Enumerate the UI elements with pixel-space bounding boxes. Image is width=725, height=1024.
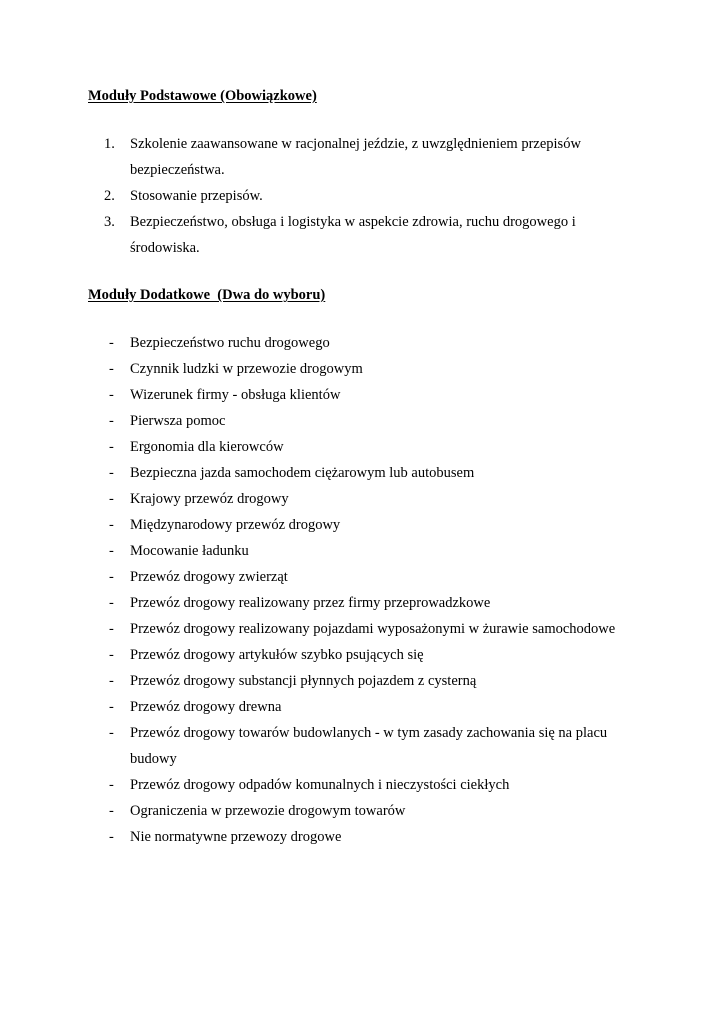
list-item-text: Międzynarodowy przewóz drogowy bbox=[130, 517, 341, 533]
list-item-text: Przewóz drogowy zwierząt bbox=[130, 569, 288, 585]
list-item-text: Czynnik ludzki w przewozie drogowym bbox=[130, 361, 363, 377]
list-item-dash: - bbox=[109, 439, 114, 455]
list-item-text: Przewóz drogowy odpadów komunalnych i nieczystości ciekłych bbox=[130, 777, 510, 793]
heading-additional-modules: Moduły Dodatkowe (Dwa do wyboru) bbox=[88, 287, 326, 303]
list-item-text: Przewóz drogowy realizowany przez firmy przeprowadzkowe bbox=[130, 595, 491, 611]
list-item bbox=[104, 209, 610, 261]
list-item bbox=[104, 183, 610, 209]
list-item bbox=[109, 642, 630, 668]
list-item-dash: - bbox=[109, 595, 114, 611]
list-item bbox=[109, 434, 630, 460]
list-item-text: Wizerunek firmy - obsługa klientów bbox=[130, 387, 341, 403]
list-item-dash: - bbox=[109, 387, 114, 403]
list-item-text: Bezpieczna jazda samochodem ciężarowym lub autobusem bbox=[130, 465, 475, 481]
list-item bbox=[109, 824, 630, 850]
list-item-text: Ergonomia dla kierowców bbox=[130, 439, 284, 455]
list-item bbox=[109, 720, 630, 772]
list-item-dash: - bbox=[109, 413, 114, 429]
list-item bbox=[109, 512, 630, 538]
list-item bbox=[109, 460, 630, 486]
list-item-number: 1. bbox=[104, 136, 115, 152]
list-item-text: Bezpieczeństwo, obsługa i logistyka w aspekcie zdrowia, ruchu drogowego i środowiska. bbox=[130, 214, 576, 256]
list-item bbox=[109, 538, 630, 564]
list-item-dash: - bbox=[109, 335, 114, 351]
list-item-dash: - bbox=[109, 517, 114, 533]
list-item-text: Przewóz drogowy realizowany pojazdami wyposażonymi w żurawie samochodowe bbox=[130, 621, 616, 637]
list-item-text: Ograniczenia w przewozie drogowym towarów bbox=[130, 803, 406, 819]
list-item-text: Przewóz drogowy towarów budowlanych - w tym zasady zachowania się na placu budowy bbox=[130, 725, 608, 767]
additional-modules-list bbox=[109, 330, 630, 850]
list-item-dash: - bbox=[109, 621, 114, 637]
list-item bbox=[109, 382, 630, 408]
list-item bbox=[109, 356, 630, 382]
list-item bbox=[109, 694, 630, 720]
list-item-dash: - bbox=[109, 569, 114, 585]
list-item-dash: - bbox=[109, 699, 114, 715]
list-item-dash: - bbox=[109, 829, 114, 845]
list-item bbox=[109, 564, 630, 590]
list-item-number: 2. bbox=[104, 188, 115, 204]
list-item-dash: - bbox=[109, 673, 114, 689]
list-item-dash: - bbox=[109, 491, 114, 507]
list-item bbox=[109, 772, 630, 798]
list-item-text: Nie normatywne przewozy drogowe bbox=[130, 829, 342, 845]
list-item-dash: - bbox=[109, 361, 114, 377]
list-item bbox=[109, 798, 630, 824]
list-item-text: Szkolenie zaawansowane w racjonalnej jeździe, z uwzględnieniem przepisów bezpieczeństwa. bbox=[130, 136, 581, 178]
list-item-text: Mocowanie ładunku bbox=[130, 543, 249, 559]
list-item bbox=[109, 486, 630, 512]
list-item bbox=[109, 668, 630, 694]
list-item-text: Przewóz drogowy substancji płynnych pojazdem z cysterną bbox=[130, 673, 477, 689]
list-item bbox=[109, 616, 630, 642]
list-item-text: Pierwsza pomoc bbox=[130, 413, 226, 429]
list-item bbox=[109, 590, 630, 616]
list-item bbox=[109, 330, 630, 356]
list-item-dash: - bbox=[109, 647, 114, 663]
basic-modules-list bbox=[104, 131, 610, 261]
list-item-text: Przewóz drogowy drewna bbox=[130, 699, 282, 715]
list-item-dash: - bbox=[109, 803, 114, 819]
list-item-dash: - bbox=[109, 777, 114, 793]
list-item-text: Krajowy przewóz drogowy bbox=[130, 491, 289, 507]
heading-basic-modules: Moduły Podstawowe (Obowiązkowe) bbox=[88, 88, 317, 104]
list-item-dash: - bbox=[109, 725, 114, 741]
list-item bbox=[109, 408, 630, 434]
list-item-dash: - bbox=[109, 465, 114, 481]
list-item-number: 3. bbox=[104, 214, 115, 230]
list-item-dash: - bbox=[109, 543, 114, 559]
list-item bbox=[104, 131, 610, 183]
list-item-text: Przewóz drogowy artykułów szybko psujących się bbox=[130, 647, 424, 663]
list-item-text: Stosowanie przepisów. bbox=[130, 188, 263, 204]
list-item-text: Bezpieczeństwo ruchu drogowego bbox=[130, 335, 330, 351]
